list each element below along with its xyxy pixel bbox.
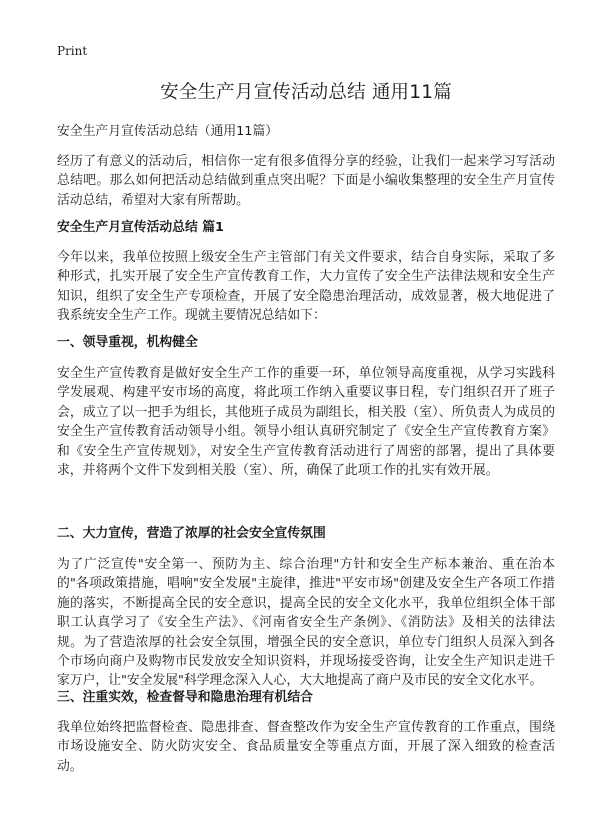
paragraph-inspection: 我单位始终把监督检查、隐患排查、督查整改作为安全生产宣传教育的工作重点，围绕市场设施安全、防火防灾安全、食品质量安全等重点方面，开展了深入细致的检查活动。 [57,720,555,774]
heading-leadership: 一、领导重视，机构健全 [57,335,198,350]
heading-inspection: 三、注重实效，检查督导和隐患治理有机结合 [57,690,313,705]
paragraph-overview: 今年以来，我单位按照上级安全生产主管部门有关文件要求，结合自身实际，采取了多种形式，扎实开展了安全生产宣传教育工作，大力宣传了安全生产法律法规和安全生产知识，组织了安全生产专项检查，开展了安全隐患治理活动，成效显著，极大地促进了我系统安全生产工作。现就主要情况总结如下： [57,250,555,324]
heading-publicity: 二、大力宣传，营造了浓厚的社会安全宣传氛围 [57,526,326,541]
paragraph-leadership: 安全生产宣传教育是做好安全生产工作的重要一环，单位领导高度重视，从学习实践科学发展观、构建平安市场的高度，将此项工作纳入重要议事日程，专门组织召开了班子会，成立了以一把手为组长，其他班子成员为副组长，相关股（室）、所负责人为成员的安全生产宣传教育活动领导小组。领导小组认真研究制定了《安全生产宣传教育方案》和《安全生产宣传规划》，对安全生产宣传教育活动进行了周密的部署，提出了具体要求，并将两个文件下发到相关股（室）、所，确保了此项工作的扎实有效开展。 [57,366,555,479]
section-heading: 安全生产月宣传活动总结 篇1 [57,220,224,235]
document-subtitle: 安全生产月宣传活动总结（通用11篇） [57,124,279,139]
document-title: 安全生产月宣传活动总结 通用11篇 [160,82,452,103]
paragraph-publicity: 为了广泛宣传"安全第一、预防为主、综合治理"方针和安全生产标本兼治、重在治本的"各项政策措施，唱响"安全发展"主旋律，推进"平安市场"创建及安全生产各项工作措施的落实，不断提高全民的安全意识，提高全民的安全文化水平，我单位组织全体干部职工认真学习了《安全生产法》、《河南省安全生产条例》、《消防法》及相关的法律法规。为了营造浓厚的社会安全氛围，增强全民的安全意识，单位专门组织人员深入到各个市场向商户及购物市民发放安全知识资料，并现场接受咨询，让安全生产知识走进千家万户，让"安全发展"科学理念深入人心，大大地提高了商户及市民的安全文化水平。 [57,557,555,689]
print-link[interactable]: Print [57,44,88,58]
intro-paragraph: 经历了有意义的活动后，相信你一定有很多值得分享的经验，让我们一起来学习写活动总结吧。那么如何把活动总结做到重点突出呢？下面是小编收集整理的安全生产月宣传活动总结，希望对大家有所帮助。 [57,154,555,208]
